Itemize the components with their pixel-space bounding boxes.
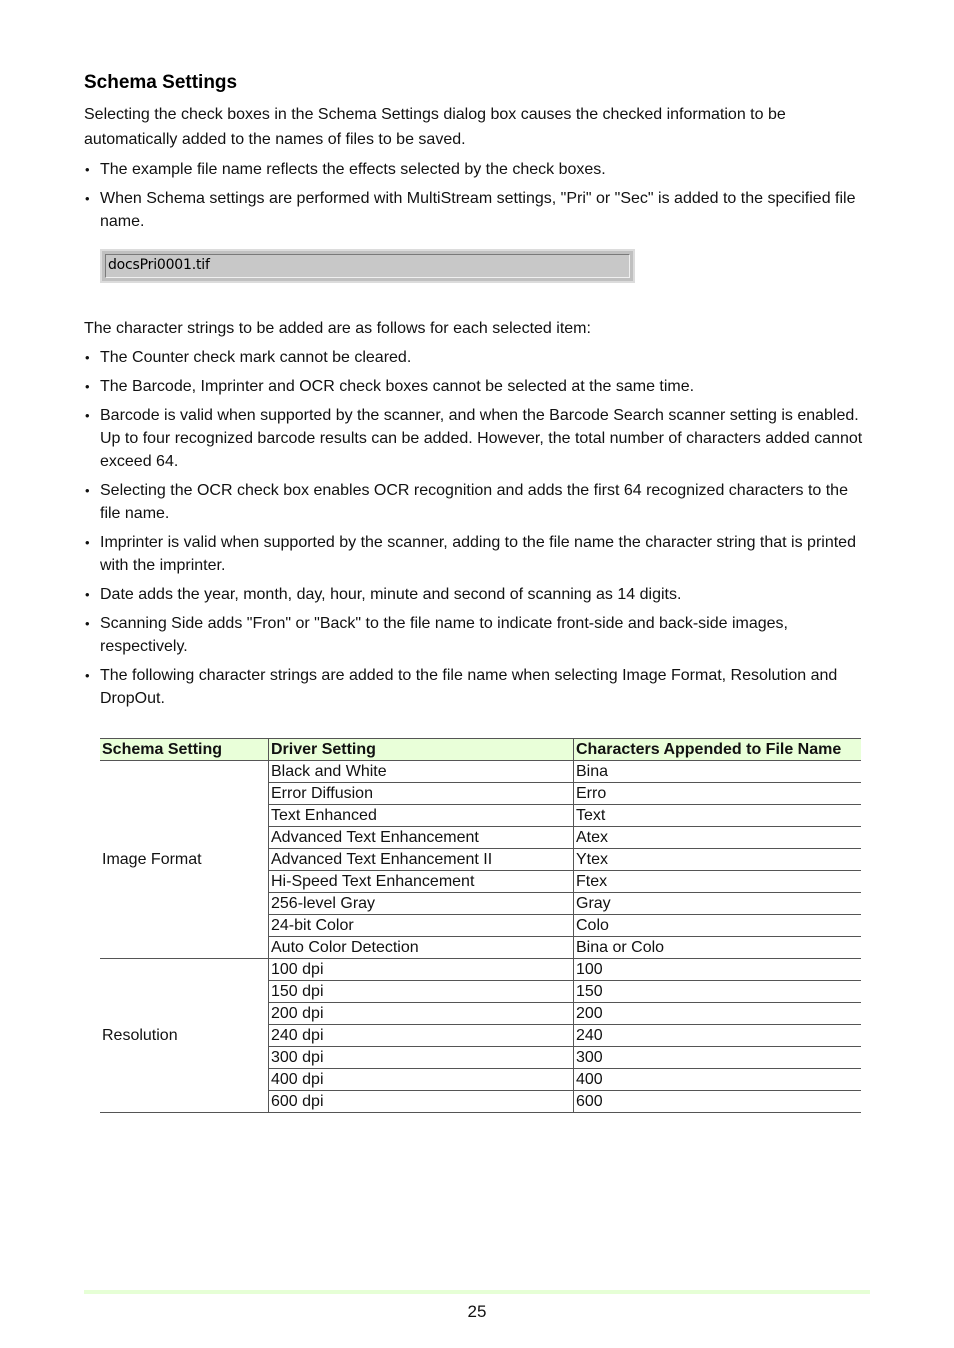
driver-setting-cell: 200 dpi: [269, 1003, 574, 1025]
driver-setting-cell: 150 dpi: [269, 981, 574, 1003]
list-item: • The Counter check mark cannot be cleared.: [84, 346, 870, 369]
driver-setting-cell: Advanced Text Enhancement: [269, 827, 574, 849]
example-filename-field: [105, 254, 630, 278]
example-filename-box: [100, 249, 635, 283]
list-item: • Barcode is valid when supported by the scanner, and when the Barcode Search scanner setting is enabled. Up to four recognized barcode results can be added. However, the total number of characters added cannot exceed 64.: [84, 404, 870, 473]
appended-chars-cell: 150: [574, 981, 862, 1003]
list-item: • Imprinter is valid when supported by the scanner, adding to the file name the character string that is printed with the imprinter.: [84, 531, 870, 577]
appended-chars-cell: 200: [574, 1003, 862, 1025]
driver-setting-cell: 100 dpi: [269, 959, 574, 981]
appended-chars-cell: 600: [574, 1091, 862, 1113]
appended-chars-cell: 100: [574, 959, 862, 981]
driver-setting-cell: 24-bit Color: [269, 915, 574, 937]
notes-list-2: [84, 346, 870, 716]
appended-chars-cell: Ftex: [574, 871, 862, 893]
appended-chars-cell: Bina: [574, 761, 862, 783]
list-item: • Date adds the year, month, day, hour, minute and second of scanning as 14 digits.: [84, 583, 870, 606]
driver-setting-cell: 256-level Gray: [269, 893, 574, 915]
driver-setting-cell: 600 dpi: [269, 1091, 574, 1113]
appended-chars-cell: Gray: [574, 893, 862, 915]
group-resolution: Resolution: [100, 959, 269, 1113]
example-filename-value: docsPri0001.tif: [108, 257, 210, 273]
driver-setting-cell: Auto Color Detection: [269, 937, 574, 959]
list-item: • The example file name reflects the effects selected by the check boxes.: [84, 158, 870, 181]
driver-setting-cell: Error Diffusion: [269, 783, 574, 805]
section-title: Schema Settings: [84, 72, 238, 93]
driver-setting-cell: Black and White: [269, 761, 574, 783]
list-item: • Scanning Side adds "Fron" or "Back" to the file name to indicate front-side and back-side images, respectively.: [84, 612, 870, 658]
page-number: 25: [467, 1302, 487, 1321]
appended-chars-cell: Text: [574, 805, 862, 827]
list-item: • Selecting the OCR check box enables OCR recognition and adds the first 64 recognized characters to the file name.: [84, 479, 870, 525]
table-row: [100, 761, 861, 783]
schema-table: [100, 738, 861, 1113]
list-item: • The following character strings are added to the file name when selecting Image Format, Resolution and DropOut.: [84, 664, 870, 710]
appended-chars-cell: 400: [574, 1069, 862, 1091]
table-row: [100, 959, 861, 981]
list-item: • The Barcode, Imprinter and OCR check boxes cannot be selected at the same time.: [84, 375, 870, 398]
appended-chars-cell: Atex: [574, 827, 862, 849]
appended-chars-cell: Ytex: [574, 849, 862, 871]
driver-setting-cell: Hi-Speed Text Enhancement: [269, 871, 574, 893]
driver-setting-cell: Advanced Text Enhancement II: [269, 849, 574, 871]
table-header-row: [100, 739, 861, 761]
appended-chars-cell: Colo: [574, 915, 862, 937]
header-driver-setting: Driver Setting: [269, 739, 574, 761]
appended-chars-cell: 240: [574, 1025, 862, 1047]
header-schema-setting: Schema Setting: [100, 739, 269, 761]
driver-setting-cell: 300 dpi: [269, 1047, 574, 1069]
appended-chars-cell: Bina or Colo: [574, 937, 862, 959]
driver-setting-cell: 400 dpi: [269, 1069, 574, 1091]
list-item: • When Schema settings are performed with MultiStream settings, "Pri" or "Sec" is added to the specified file name.: [84, 187, 870, 233]
header-characters-appended: Characters Appended to File Name: [574, 739, 862, 761]
driver-setting-cell: 240 dpi: [269, 1025, 574, 1047]
intro-paragraph: Selecting the check boxes in the Schema Settings dialog box causes the checked information to be automatically added to the names of files to be saved.: [84, 106, 786, 148]
group-image-format: Image Format: [100, 761, 269, 959]
driver-setting-cell: Text Enhanced: [269, 805, 574, 827]
appended-chars-cell: 300: [574, 1047, 862, 1069]
footer-divider: [84, 1290, 870, 1294]
appended-chars-cell: Erro: [574, 783, 862, 805]
notes-list-1: [84, 158, 870, 239]
strings-lead-paragraph: The character strings to be added are as follows for each selected item:: [84, 320, 591, 337]
